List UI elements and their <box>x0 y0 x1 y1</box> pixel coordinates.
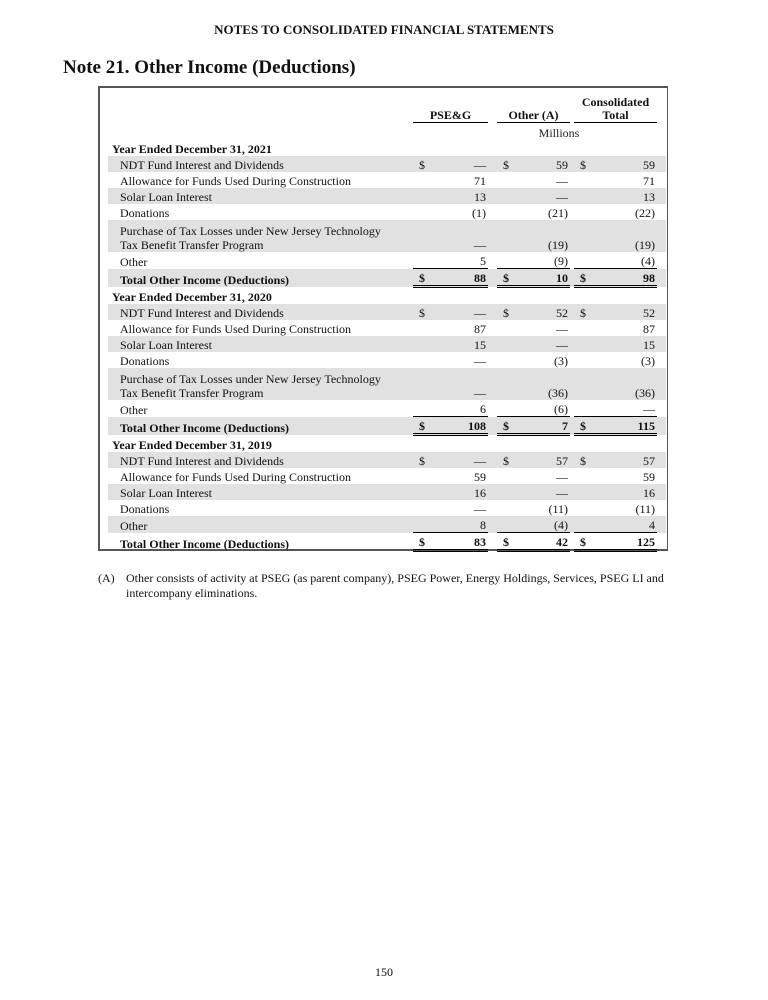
row-label-text: Allowance for Funds Used During Construction <box>120 322 351 336</box>
col-header-consolidated-line1: Consolidated <box>581 94 650 109</box>
dollar-sign: $ <box>574 417 589 435</box>
dollar-sign <box>497 320 512 336</box>
spacer <box>657 368 666 400</box>
dollar-sign <box>574 468 589 484</box>
other-value: (9) <box>554 254 568 268</box>
consolidated-value: 59 <box>643 470 655 484</box>
row-label <box>100 417 413 435</box>
pseg-value: 59 <box>474 470 486 484</box>
row-label-text: Donations <box>120 354 170 368</box>
dollar-sign <box>574 220 589 252</box>
consolidated-value: 115 <box>589 417 657 435</box>
spacer <box>657 516 666 533</box>
spacer <box>488 320 497 336</box>
spacer <box>488 304 497 320</box>
spacer <box>657 188 666 204</box>
row-label <box>100 172 413 188</box>
row-label-text: Solar Loan Interest <box>120 486 212 500</box>
other-value: — <box>512 336 570 352</box>
dollar-sign: $ <box>574 269 589 287</box>
spacer <box>657 172 666 188</box>
spacer <box>488 533 497 551</box>
consolidated-value: 125 <box>589 533 657 551</box>
row-label <box>100 320 413 336</box>
consolidated-value: 71 <box>643 174 655 188</box>
dollar-sign: $ <box>413 304 430 320</box>
dollar-sign <box>497 484 512 500</box>
other-value: (21) <box>548 206 568 220</box>
dollar-sign <box>574 252 589 269</box>
other-value: 57 <box>512 452 570 468</box>
dollar-sign <box>413 484 430 500</box>
dollar-sign: $ <box>497 269 512 287</box>
other-value: — <box>512 484 570 500</box>
dollar-sign: $ <box>413 156 430 172</box>
dollar-sign <box>413 400 430 417</box>
footnote <box>98 571 708 601</box>
dollar-sign <box>574 400 589 417</box>
spacer <box>657 452 666 468</box>
spacer <box>488 400 497 417</box>
page-number: 150 <box>375 965 393 979</box>
unit-text: Millions <box>538 126 580 140</box>
spacer <box>488 252 497 269</box>
row-label-text: Purchase of Tax Losses under New Jersey Technology <box>120 224 381 238</box>
dollar-sign <box>413 352 430 368</box>
dollar-sign <box>574 172 589 188</box>
spacer <box>657 156 666 172</box>
dollar-sign <box>413 188 430 204</box>
row-label-text: Purchase of Tax Losses under New Jersey Technology <box>120 372 381 386</box>
spacer <box>657 304 666 320</box>
col-header-other: Other (A) <box>497 92 570 122</box>
row-label-text: Solar Loan Interest <box>120 190 212 204</box>
row-label-text: Total Other Income (Deductions) <box>120 536 289 551</box>
spacer <box>488 172 497 188</box>
row-label-text: NDT Fund Interest and Dividends <box>120 306 284 320</box>
pseg-value: 8 <box>430 516 488 533</box>
dollar-sign <box>497 352 512 368</box>
dollar-sign: $ <box>413 452 430 468</box>
spacer <box>657 204 666 220</box>
consolidated-value: (36) <box>589 368 657 400</box>
pseg-value: 5 <box>480 254 486 268</box>
consolidated-value: 98 <box>589 269 657 287</box>
pseg-value: — <box>430 368 488 400</box>
row-label-text: NDT Fund Interest and Dividends <box>120 454 284 468</box>
year-header-row <box>100 435 666 453</box>
dollar-sign <box>574 336 589 352</box>
dollar-sign <box>497 368 512 400</box>
total-row <box>100 533 666 551</box>
row-label <box>100 269 413 287</box>
consolidated-value: — <box>643 402 655 416</box>
dollar-sign: $ <box>413 533 430 551</box>
other-income-table-box <box>98 86 668 551</box>
spacer <box>488 417 497 435</box>
spacer <box>488 516 497 533</box>
other-value: — <box>556 470 568 484</box>
pseg-value: 83 <box>430 533 488 551</box>
spacer <box>657 336 666 352</box>
consolidated-value: (19) <box>589 220 657 252</box>
other-value: (36) <box>512 368 570 400</box>
dollar-sign <box>497 220 512 252</box>
dollar-sign <box>413 336 430 352</box>
table-row <box>100 500 666 516</box>
row-label-text: Other <box>120 402 148 417</box>
dollar-sign <box>574 516 589 533</box>
dollar-sign <box>413 204 430 220</box>
table-row <box>100 156 666 172</box>
row-label <box>100 368 413 400</box>
consolidated-value: 59 <box>589 156 657 172</box>
year-header: Year Ended December 31, 2019 <box>112 438 272 452</box>
spacer <box>657 252 666 269</box>
row-label <box>100 400 413 417</box>
spacer <box>657 468 666 484</box>
other-value: 52 <box>512 304 570 320</box>
dollar-sign <box>497 500 512 516</box>
spacer <box>488 188 497 204</box>
dollar-sign <box>497 516 512 533</box>
dollar-sign <box>497 188 512 204</box>
consolidated-value: 52 <box>589 304 657 320</box>
pseg-value: — <box>430 452 488 468</box>
year-header: Year Ended December 31, 2020 <box>112 290 272 304</box>
dollar-sign: $ <box>574 533 589 551</box>
dollar-sign <box>413 516 430 533</box>
col-header-consolidated-line2: Total <box>602 107 629 122</box>
row-label <box>100 468 413 484</box>
dollar-sign <box>413 220 430 252</box>
pseg-value: 16 <box>430 484 488 500</box>
table-row <box>100 172 666 188</box>
row-label <box>100 252 413 269</box>
row-label <box>100 188 413 204</box>
consolidated-value: (11) <box>635 502 655 516</box>
dollar-sign <box>497 172 512 188</box>
spacer <box>488 352 497 368</box>
year-header-row <box>100 140 666 156</box>
dollar-sign: $ <box>497 533 512 551</box>
dollar-sign <box>413 368 430 400</box>
table-row <box>100 468 666 484</box>
other-value: 10 <box>512 269 570 287</box>
table-row <box>100 204 666 220</box>
pseg-value: 13 <box>430 188 488 204</box>
spacer <box>657 533 666 551</box>
footnote-key: (A) <box>98 571 115 585</box>
dollar-sign <box>413 172 430 188</box>
pseg-value: — <box>474 354 486 368</box>
row-label <box>100 220 413 252</box>
other-value: (3) <box>554 354 568 368</box>
year-header-row <box>100 287 666 305</box>
pseg-value: 71 <box>474 174 486 188</box>
spacer <box>488 368 497 400</box>
other-value: 7 <box>512 417 570 435</box>
row-label <box>100 484 413 500</box>
table-row <box>100 452 666 468</box>
table-row <box>100 188 666 204</box>
table-row <box>100 252 666 269</box>
consolidated-value: (3) <box>641 354 655 368</box>
row-label <box>100 516 413 533</box>
col-header-consolidated <box>574 92 657 122</box>
spacer <box>657 269 666 287</box>
table-row <box>100 304 666 320</box>
dollar-sign: $ <box>497 156 512 172</box>
dollar-sign: $ <box>497 452 512 468</box>
dollar-sign <box>574 484 589 500</box>
row-label-text: Other <box>120 254 148 269</box>
dollar-sign <box>574 368 589 400</box>
spacer <box>488 156 497 172</box>
row-label-text: Allowance for Funds Used During Construction <box>120 470 351 484</box>
dollar-sign <box>497 252 512 269</box>
consolidated-value: 4 <box>589 516 657 533</box>
dollar-sign <box>574 352 589 368</box>
other-value: — <box>556 174 568 188</box>
consolidated-value: 57 <box>589 452 657 468</box>
row-label-text: Donations <box>120 502 170 516</box>
other-value: 59 <box>512 156 570 172</box>
spacer <box>657 220 666 252</box>
table-row <box>100 484 666 500</box>
row-label-text: Total Other Income (Deductions) <box>120 420 289 435</box>
consolidated-value: 87 <box>643 322 655 336</box>
dollar-sign <box>413 500 430 516</box>
footnote-text: Other consists of activity at PSEG (as parent company), PSEG Power, Energy Holdings, Services, PSEG LI and intercompany eliminations. <box>126 571 664 600</box>
spacer <box>488 204 497 220</box>
pseg-value: — <box>430 156 488 172</box>
page-header: NOTES TO CONSOLIDATED FINANCIAL STATEMENTS <box>214 22 554 37</box>
dollar-sign <box>574 188 589 204</box>
consolidated-value: (4) <box>641 254 655 268</box>
row-label <box>100 352 413 368</box>
table-row <box>100 352 666 368</box>
pseg-value: — <box>430 220 488 252</box>
other-income-table <box>100 92 666 552</box>
row-label <box>100 156 413 172</box>
pseg-value: — <box>474 502 486 516</box>
spacer <box>657 400 666 417</box>
year-header: Year Ended December 31, 2021 <box>112 142 272 156</box>
table-row <box>100 320 666 336</box>
dollar-sign <box>497 336 512 352</box>
row-label <box>100 452 413 468</box>
table-row <box>100 400 666 417</box>
other-value: — <box>512 188 570 204</box>
spacer <box>657 417 666 435</box>
row-label-text-2: Tax Benefit Transfer Program <box>120 238 264 252</box>
dollar-sign <box>574 320 589 336</box>
pseg-value: (1) <box>472 206 486 220</box>
spacer <box>488 220 497 252</box>
dollar-sign <box>497 468 512 484</box>
row-label-text: Allowance for Funds Used During Construction <box>120 174 351 188</box>
spacer <box>488 500 497 516</box>
dollar-sign <box>413 468 430 484</box>
dollar-sign: $ <box>497 417 512 435</box>
pseg-value: 87 <box>474 322 486 336</box>
row-label-text: Other <box>120 518 148 533</box>
row-label-text: NDT Fund Interest and Dividends <box>120 158 284 172</box>
row-label-text-2: Tax Benefit Transfer Program <box>120 386 264 400</box>
dollar-sign: $ <box>574 452 589 468</box>
other-value: (6) <box>554 402 568 416</box>
spacer <box>488 269 497 287</box>
spacer <box>657 320 666 336</box>
pseg-value: — <box>430 304 488 320</box>
row-label <box>100 304 413 320</box>
spacer <box>657 484 666 500</box>
row-label-text: Solar Loan Interest <box>120 338 212 352</box>
row-label <box>100 336 413 352</box>
pseg-value: 6 <box>480 402 486 416</box>
dollar-sign: $ <box>413 269 430 287</box>
consolidated-value: 16 <box>589 484 657 500</box>
dollar-sign: $ <box>574 304 589 320</box>
pseg-value: 88 <box>430 269 488 287</box>
dollar-sign <box>413 320 430 336</box>
spacer <box>488 484 497 500</box>
table-row <box>100 220 666 252</box>
other-value: (4) <box>512 516 570 533</box>
consolidated-value: 15 <box>589 336 657 352</box>
table-row <box>100 516 666 533</box>
spacer <box>657 500 666 516</box>
consolidated-value: (22) <box>635 206 655 220</box>
other-value: — <box>556 322 568 336</box>
pseg-value: 108 <box>430 417 488 435</box>
other-value: (19) <box>512 220 570 252</box>
col-header-pseg: PSE&G <box>413 92 488 122</box>
dollar-sign: $ <box>413 417 430 435</box>
row-label <box>100 204 413 220</box>
row-label-text: Total Other Income (Deductions) <box>120 272 289 287</box>
row-label <box>100 500 413 516</box>
dollar-sign <box>574 500 589 516</box>
table-row <box>100 368 666 400</box>
table-row <box>100 336 666 352</box>
other-value: 42 <box>512 533 570 551</box>
row-label-text: Donations <box>120 206 170 220</box>
other-value: (11) <box>548 502 568 516</box>
spacer <box>488 336 497 352</box>
spacer <box>488 452 497 468</box>
dollar-sign <box>574 204 589 220</box>
dollar-sign <box>497 400 512 417</box>
spacer <box>657 352 666 368</box>
total-row <box>100 269 666 287</box>
dollar-sign <box>413 252 430 269</box>
dollar-sign <box>497 204 512 220</box>
total-row <box>100 417 666 435</box>
note-title: Note 21. Other Income (Deductions) <box>63 57 356 78</box>
pseg-value: 15 <box>430 336 488 352</box>
dollar-sign: $ <box>574 156 589 172</box>
unit-label <box>413 122 657 140</box>
dollar-sign: $ <box>497 304 512 320</box>
row-label <box>100 533 413 551</box>
consolidated-value: 13 <box>589 188 657 204</box>
spacer <box>488 468 497 484</box>
